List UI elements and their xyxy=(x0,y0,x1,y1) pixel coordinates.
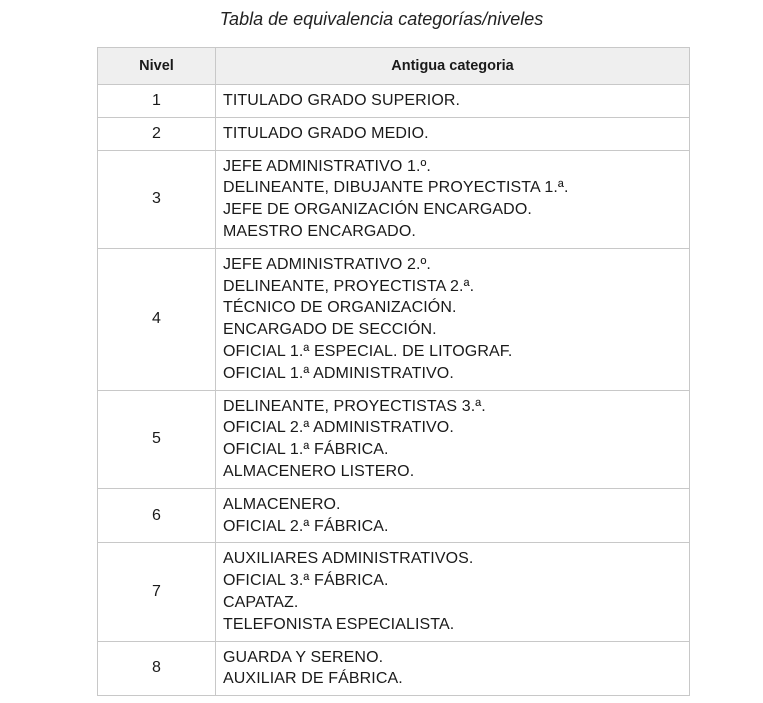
categoria-line: OFICIAL 1.ª ESPECIAL. DE LITOGRAF. xyxy=(223,342,513,360)
categoria-line: OFICIAL 1.ª FÁBRICA. xyxy=(223,441,389,459)
nivel-cell: 8 xyxy=(98,641,216,696)
nivel-cell: 3 xyxy=(98,150,216,248)
nivel-cell: 4 xyxy=(98,248,216,390)
nivel-cell: 6 xyxy=(98,488,216,543)
table-row xyxy=(98,390,690,488)
categoria-cell xyxy=(216,543,690,641)
nivel-cell: 7 xyxy=(98,543,216,641)
categoria-line: TITULADO GRADO SUPERIOR. xyxy=(223,92,461,109)
table-row xyxy=(98,85,690,118)
table-body xyxy=(98,85,690,696)
header-row xyxy=(98,48,690,85)
categoria-line: TITULADO GRADO MEDIO. xyxy=(223,124,429,142)
nivel-cell: 5 xyxy=(98,390,216,488)
categoria-line: OFICIAL 2.ª ADMINISTRATIVO. xyxy=(223,419,454,437)
header-categoria: Antigua categoria xyxy=(216,48,690,85)
categoria-line: JEFE DE ORGANIZACIÓN ENCARGADO. xyxy=(223,201,532,219)
categoria-cell xyxy=(216,248,690,390)
categoria-line: TELEFONISTA ESPECIALISTA. xyxy=(223,615,455,633)
categoria-line: OFICIAL 3.ª FÁBRICA. xyxy=(223,572,389,590)
categoria-line: JEFE ADMINISTRATIVO 2.º. xyxy=(223,255,431,273)
categoria-line: AUXILIAR DE FÁBRICA. xyxy=(223,670,403,688)
categoria-cell xyxy=(216,488,690,543)
nivel-cell: 2 xyxy=(98,117,216,150)
categoria-line: ALMACENERO LISTERO. xyxy=(223,462,415,480)
categoria-line: AUXILIARES ADMINISTRATIVOS. xyxy=(223,550,474,568)
table-row xyxy=(98,543,690,641)
categoria-line: MAESTRO ENCARGADO. xyxy=(223,222,416,240)
table-caption: Tabla de equivalencia categorías/niveles xyxy=(219,9,544,29)
categoria-line: DELINEANTE, PROYECTISTA 2.ª. xyxy=(223,277,475,295)
categoria-line: GUARDA Y SERENO. xyxy=(223,648,384,666)
categoria-line: OFICIAL 2.ª FÁBRICA. xyxy=(223,517,389,535)
nivel-cell: 1 xyxy=(98,85,216,118)
table-row xyxy=(98,248,690,390)
categoria-cell xyxy=(216,641,690,696)
categoria-line: ALMACENERO. xyxy=(223,495,341,513)
table-row xyxy=(98,117,690,150)
categoria-line: DELINEANTE, PROYECTISTAS 3.ª. xyxy=(223,397,486,415)
categoria-line: ENCARGADO DE SECCIÓN. xyxy=(223,321,437,339)
equivalence-table xyxy=(97,47,690,696)
categoria-cell xyxy=(216,117,690,150)
table-row xyxy=(98,641,690,696)
header-nivel: Nivel xyxy=(98,48,216,85)
categoria-line: JEFE ADMINISTRATIVO 1.º. xyxy=(223,157,431,175)
categoria-cell xyxy=(216,85,690,118)
table-row xyxy=(98,488,690,543)
categoria-line: CAPATAZ. xyxy=(223,593,299,611)
categoria-cell xyxy=(216,150,690,248)
categoria-line: DELINEANTE, DIBUJANTE PROYECTISTA 1.ª. xyxy=(223,179,569,197)
table-row xyxy=(98,150,690,248)
categoria-cell xyxy=(216,390,690,488)
categoria-line: TÉCNICO DE ORGANIZACIÓN. xyxy=(223,299,457,317)
categoria-line: OFICIAL 1.ª ADMINISTRATIVO. xyxy=(223,364,454,382)
